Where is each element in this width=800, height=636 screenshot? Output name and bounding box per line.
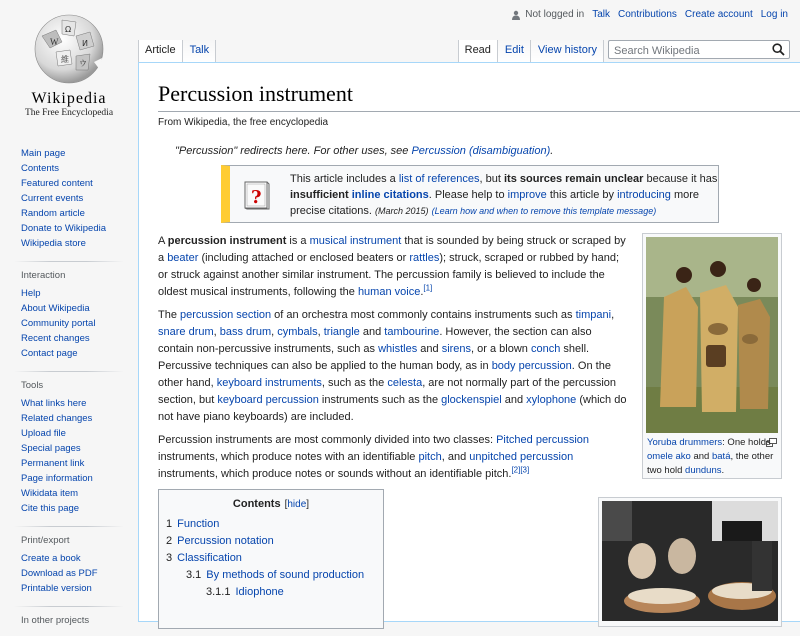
yoruba-drummers-link[interactable]: Yoruba drummers bbox=[647, 437, 723, 448]
toc-number: 3.1 bbox=[186, 569, 202, 581]
toc-link-classification[interactable]: Classification bbox=[177, 552, 242, 564]
notice-text: This article includes a bbox=[290, 173, 399, 185]
yoruba-drummers-figure bbox=[642, 233, 782, 479]
sidebar-separator bbox=[14, 371, 124, 372]
sidebar-item-about[interactable]: About Wikipedia bbox=[21, 303, 90, 314]
notice-text: more precise citations. bbox=[290, 189, 700, 217]
tools-list bbox=[21, 396, 138, 516]
musical-instrument-link[interactable]: musical instrument bbox=[309, 235, 402, 247]
tab-read-label[interactable]: Read bbox=[464, 44, 491, 56]
orchestra-percussion-figure bbox=[598, 497, 782, 627]
tab-edit[interactable] bbox=[498, 40, 531, 62]
tab-article[interactable] bbox=[138, 40, 183, 62]
toc-item[interactable] bbox=[166, 550, 364, 567]
hatnote-text: . bbox=[550, 145, 554, 157]
toc-link-function[interactable]: Function bbox=[177, 518, 220, 530]
toc-number: 3 bbox=[166, 552, 173, 564]
hatnote-text: "Percussion" redirects here. For other uses, see bbox=[175, 145, 412, 157]
cymbals-link[interactable]: cymbals bbox=[277, 326, 318, 338]
keyboard-percussion-link[interactable]: keyboard percussion bbox=[217, 394, 319, 406]
notice-text: , but bbox=[479, 173, 504, 185]
sidebar-item-recent-changes[interactable]: Recent changes bbox=[21, 333, 90, 344]
sidebar-item-help[interactable]: Help bbox=[21, 288, 41, 299]
view-tabs bbox=[458, 40, 790, 62]
celesta-link[interactable]: celesta bbox=[387, 377, 423, 389]
percussion-section-link[interactable]: percussion section bbox=[180, 309, 272, 321]
yoruba-drummers-caption: Yoruba drummers: One holds omele ako and batá, the other two hold dunduns. bbox=[647, 437, 774, 476]
tab-talk-label[interactable]: Talk bbox=[189, 44, 210, 56]
sidebar-item-wikidata-item[interactable]: Wikidata item bbox=[21, 488, 79, 499]
create-account-link[interactable]: Create account bbox=[684, 9, 753, 20]
sidebar-item-store[interactable]: Wikipedia store bbox=[21, 238, 86, 249]
search-button[interactable] bbox=[772, 43, 785, 61]
toc-list bbox=[166, 516, 364, 601]
search-box bbox=[608, 40, 790, 59]
print-portlet bbox=[0, 535, 138, 596]
sidebar-separator bbox=[14, 526, 124, 527]
notice-text: . Please help to bbox=[428, 189, 508, 201]
bass-drum-link[interactable]: bass drum bbox=[219, 326, 272, 338]
beater-link[interactable]: beater bbox=[167, 252, 199, 264]
sidebar-separator bbox=[14, 261, 124, 262]
svg-text:維: 維 bbox=[61, 55, 69, 64]
svg-text:Ω: Ω bbox=[65, 25, 72, 34]
sidebar-item-cite-this-page[interactable]: Cite this page bbox=[21, 503, 80, 514]
toc-number: 3.1.1 bbox=[206, 586, 231, 598]
navigation-portlet bbox=[0, 140, 138, 251]
triangle-link[interactable]: triangle bbox=[323, 326, 360, 338]
notice-text: this article by bbox=[546, 189, 618, 201]
sidebar-item-page-information[interactable]: Page information bbox=[21, 473, 93, 484]
user-icon bbox=[511, 10, 521, 20]
site-subtitle: From Wikipedia, the free encyclopedia bbox=[158, 117, 329, 128]
sidebar-separator bbox=[14, 606, 124, 607]
not-logged-in bbox=[511, 9, 584, 20]
sidebar-item-printable-version[interactable]: Printable version bbox=[21, 583, 92, 594]
interaction-list bbox=[21, 286, 138, 361]
page-title: Percussion instrument bbox=[158, 81, 353, 106]
tools-heading: Tools bbox=[21, 380, 44, 391]
citation-notice-text bbox=[290, 171, 720, 219]
notice-bold-text: its sources remain unclear bbox=[504, 173, 644, 185]
other-projects-heading: In other projects bbox=[21, 615, 90, 626]
pitched-percussion-link[interactable]: Pitched percussion bbox=[496, 434, 590, 446]
whistles-link[interactable]: whistles bbox=[378, 343, 418, 355]
tab-article-label[interactable]: Article bbox=[145, 44, 176, 56]
sidebar-item-download-pdf[interactable]: Download as PDF bbox=[21, 568, 98, 579]
namespace-tabs bbox=[138, 40, 216, 62]
toc-hide-link[interactable]: hide bbox=[287, 499, 307, 510]
other-projects-portlet bbox=[0, 615, 138, 626]
sidebar-item-permanent-link[interactable]: Permanent link bbox=[21, 458, 85, 469]
conch-link[interactable]: conch bbox=[530, 343, 561, 355]
toc-hide[interactable]: [hide] bbox=[284, 499, 310, 510]
svg-text:ウ: ウ bbox=[79, 59, 87, 68]
wikipedia-globe-icon bbox=[32, 12, 106, 86]
toc-item[interactable] bbox=[166, 567, 364, 584]
sidebar bbox=[0, 140, 138, 636]
search-input[interactable] bbox=[609, 43, 759, 60]
sidebar-item-related-changes[interactable]: Related changes bbox=[21, 413, 93, 424]
toc-link-idiophone[interactable]: Idiophone bbox=[235, 586, 284, 598]
question-book-icon bbox=[242, 180, 272, 210]
citation-link[interactable]: [2][3] bbox=[511, 465, 530, 475]
toc-title: Contents bbox=[232, 498, 281, 510]
inline-citations-link[interactable]: inline citations bbox=[351, 189, 429, 201]
sidebar-item-contact[interactable]: Contact page bbox=[21, 348, 78, 359]
sidebar-item-donate[interactable]: Donate to Wikipedia bbox=[21, 223, 107, 234]
yoruba-drummers-image[interactable] bbox=[646, 237, 778, 433]
logo-tagline: The Free Encyclopedia bbox=[24, 108, 114, 118]
paragraph-section: The percussion section of an orchestra most commonly contains instruments such as timpani, snare drum, bass drum, cymbals, triangle and tambourine. However, the section can also contain non-percussive instruments, such as whistles and sirens, or a blown conch shell. Percussive techniques can also be applied to the human body, as in body percussion. On the other hand, keyboard instruments, such as the celesta, are not normally part of the percussion section, but keyboard percussion instruments such as the glockenspiel and xylophone (which do not have piano keyboards) are included. bbox=[158, 309, 627, 423]
sidebar-item-special-pages[interactable]: Special pages bbox=[21, 443, 81, 454]
sidebar-item-contents[interactable]: Contents bbox=[21, 163, 60, 174]
toc-item[interactable] bbox=[166, 584, 364, 601]
notice-text: because it has bbox=[643, 173, 718, 185]
log-in-link[interactable]: Log in bbox=[760, 9, 788, 20]
hatnote bbox=[175, 145, 553, 157]
omele-ako-link[interactable]: omele ako bbox=[647, 451, 691, 462]
paragraph-classes: Percussion instruments are most commonly divided into two classes: Pitched percussion instruments, which produce notes with an identifiable pitch, and unpitched percussion instruments, which produce notes or sounds without an identifiable pitch.[2][3] bbox=[158, 434, 590, 480]
sidebar-item-community-portal[interactable]: Community portal bbox=[21, 318, 96, 329]
navigation-list bbox=[21, 146, 138, 251]
print-list bbox=[21, 551, 138, 596]
sidebar-item-random-article[interactable]: Random article bbox=[21, 208, 85, 219]
sidebar-item-main-page[interactable]: Main page bbox=[21, 148, 66, 159]
print-heading: Print/export bbox=[21, 535, 70, 546]
search-icon bbox=[772, 43, 785, 56]
sirens-link[interactable]: sirens bbox=[441, 343, 472, 355]
bata-link[interactable]: batá bbox=[711, 451, 731, 462]
contributions-link[interactable]: Contributions bbox=[618, 9, 677, 20]
rattles-link[interactable]: rattles bbox=[409, 252, 440, 264]
tab-read[interactable] bbox=[458, 40, 498, 62]
sidebar-item-create-book[interactable]: Create a book bbox=[21, 553, 81, 564]
svg-text:W: W bbox=[50, 37, 59, 47]
svg-text:И: И bbox=[82, 39, 88, 48]
introducing-link[interactable]: introducing bbox=[617, 189, 671, 201]
personal-tools bbox=[503, 9, 788, 20]
toc-link-percussion-notation[interactable]: Percussion notation bbox=[177, 535, 274, 547]
tab-view-history-label[interactable]: View history bbox=[537, 44, 597, 56]
not-logged-in-label: Not logged in bbox=[525, 9, 585, 20]
toc-number: 1 bbox=[166, 518, 173, 530]
pitch-link[interactable]: pitch bbox=[418, 451, 442, 463]
body-percussion-link[interactable]: body percussion bbox=[491, 360, 572, 372]
improve-link[interactable]: improve bbox=[507, 189, 547, 201]
tab-view-history[interactable] bbox=[531, 40, 604, 62]
toc-header bbox=[159, 498, 383, 510]
interaction-portlet bbox=[0, 270, 138, 361]
keyboard-instruments-link[interactable]: keyboard instruments bbox=[216, 377, 322, 389]
xylophone-link[interactable]: xylophone bbox=[526, 394, 577, 406]
table-of-contents bbox=[158, 489, 384, 629]
tab-edit-label[interactable]: Edit bbox=[504, 44, 524, 56]
article-content bbox=[138, 62, 800, 622]
orchestra-percussion-image[interactable] bbox=[602, 501, 778, 621]
sidebar-item-current-events[interactable]: Current events bbox=[21, 193, 84, 204]
sidebar-item-upload-file[interactable]: Upload file bbox=[21, 428, 66, 439]
interaction-heading: Interaction bbox=[21, 270, 66, 281]
paragraph-intro: A percussion instrument is a musical instrument that is sounded by being struck or scraped by a beater (including attached or enclosed beaters or rattles); struck, scraped or rubbed by hand; or struck against another similar instrument. The percussion family is believed to include the oldest musical instruments, following the human voice.[1] bbox=[158, 235, 626, 298]
logo-wordmark: Wikipedia bbox=[31, 90, 107, 107]
title-divider bbox=[158, 111, 800, 112]
sidebar-item-what-links-here[interactable]: What links here bbox=[21, 398, 87, 409]
svg-text:?: ? bbox=[251, 187, 262, 208]
sidebar-item-featured-content[interactable]: Featured content bbox=[21, 178, 93, 189]
toc-link-sound-production[interactable]: By methods of sound production bbox=[206, 569, 365, 581]
snare-drum-link[interactable]: snare drum bbox=[158, 326, 214, 338]
toc-item[interactable] bbox=[166, 516, 364, 533]
talk-link[interactable]: Talk bbox=[592, 9, 610, 20]
tab-talk[interactable] bbox=[183, 40, 217, 62]
dunduns-link[interactable]: dunduns bbox=[685, 465, 722, 476]
glockenspiel-link[interactable]: glockenspiel bbox=[441, 394, 502, 406]
citation-link[interactable]: [1] bbox=[423, 283, 433, 293]
hatnote-disambiguation-link[interactable]: Percussion (disambiguation) bbox=[411, 145, 551, 157]
tools-portlet bbox=[0, 380, 138, 516]
notice-bold-text: insufficient bbox=[290, 189, 352, 201]
timpani-link[interactable]: timpani bbox=[575, 309, 612, 321]
unpitched-percussion-link[interactable]: unpitched percussion bbox=[469, 451, 574, 463]
remove-template-link[interactable]: (Learn how and when to remove this template message) bbox=[431, 206, 657, 216]
wikipedia-logo[interactable] bbox=[0, 0, 138, 138]
tambourine-link[interactable]: tambourine bbox=[384, 326, 440, 338]
toc-item[interactable] bbox=[166, 533, 364, 550]
list-of-references-link[interactable]: list of references bbox=[398, 173, 480, 185]
toc-number: 2 bbox=[166, 535, 173, 547]
human-voice-link[interactable]: human voice bbox=[357, 286, 421, 298]
notice-date: (March 2015) bbox=[374, 206, 429, 216]
citation-notice bbox=[221, 165, 719, 223]
